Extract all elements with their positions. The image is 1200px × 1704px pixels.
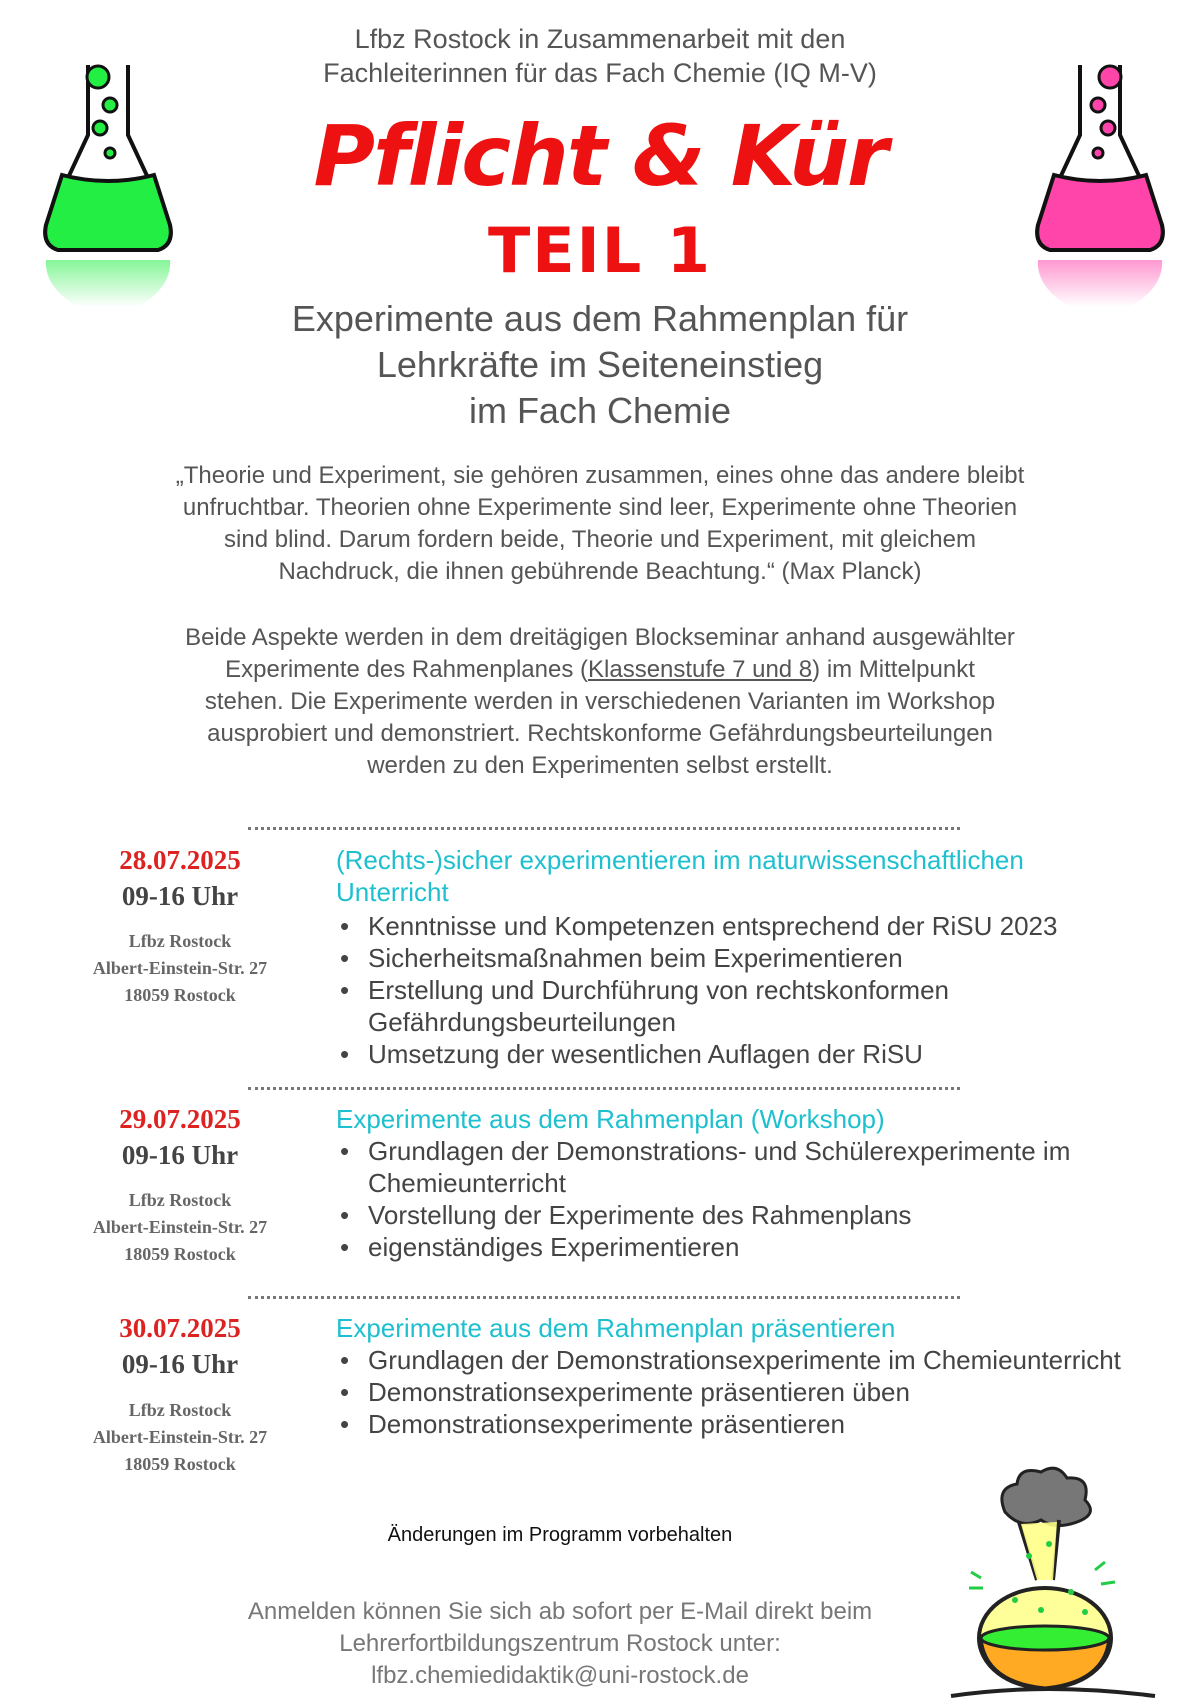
list-item: • Kenntnisse und Kompetenzen entsprechend der RiSU 2023 — [336, 910, 1196, 942]
intro-line-2 — [90, 654, 1110, 686]
intro-line-2-post: ) im Mittelpunkt — [812, 656, 975, 683]
headline-line-1: Experimente aus dem Rahmenplan für — [291, 298, 909, 339]
session-location — [60, 1187, 300, 1268]
session-date: 30.07.2025 — [119, 1313, 241, 1343]
list-item: • Grundlagen der Demonstrations- und Schülerexperimente im Chemieunterricht — [336, 1135, 1128, 1199]
organizer-line-1: Lfbz Rostock in Zusammenarbeit mit den — [354, 24, 846, 54]
session-topics — [336, 1135, 1196, 1263]
session-topics — [336, 1344, 1196, 1440]
session-date: 29.07.2025 — [119, 1104, 241, 1134]
session-date: 28.07.2025 — [119, 845, 241, 875]
grade-level-text: Klassenstufe 7 und 8 — [588, 656, 813, 683]
separator — [248, 1296, 960, 1299]
registration-email: lfbz.chemiedidaktik@uni-rostock.de — [371, 1662, 749, 1689]
session-time: 09-16 Uhr — [121, 1349, 239, 1379]
program-change-note: Änderungen im Programm vorbehalten — [387, 1524, 733, 1546]
intro-line-5: werden zu den Experimenten selbst erstellt. — [367, 752, 833, 779]
intro-line-4: ausprobiert und demonstriert. Rechtskonforme Gefährdungsbeurteilungen — [207, 720, 993, 747]
list-item: • Erstellung und Durchführung von rechtskonformen Gefährdungsbeurteilungen — [336, 974, 1048, 1038]
session-title — [336, 1312, 1176, 1344]
city: 18059 Rostock — [124, 1244, 236, 1264]
session-title — [336, 1103, 1176, 1135]
list-item: • Demonstrationsexperimente präsentieren üben — [336, 1376, 1196, 1408]
session-title-line-2: Unterricht — [336, 877, 449, 907]
list-item: • Umsetzung der wesentlichen Auflagen der RiSU — [336, 1038, 1196, 1070]
quote-line-4: Nachdruck, die ihnen gebührende Beachtung.“ (Max Planck) — [278, 558, 922, 585]
list-item: • Grundlagen der Demonstrationsexperimente im Chemieunterricht — [336, 1344, 1196, 1376]
separator — [248, 1087, 960, 1090]
separator — [248, 827, 960, 830]
registration-line-2: Lehrerfortbildungszentrum Rostock unter: — [339, 1630, 781, 1657]
city: 18059 Rostock — [124, 1454, 236, 1474]
intro-line-3: stehen. Die Experimente werden in verschiedenen Varianten im Workshop — [204, 688, 996, 715]
city: 18059 Rostock — [124, 985, 236, 1005]
quote-line-2: unfruchtbar. Theorien ohne Experimente sind leer, Experimente ohne Theorien — [182, 494, 1018, 521]
session-title-line-1: (Rechts-)sicher experimentieren im naturwissenschaftlichen — [336, 845, 1024, 875]
quote-line-1: „Theorie und Experiment, sie gehören zusammen, eines ohne das andere bleibt — [175, 462, 1025, 489]
registration-info — [150, 1596, 970, 1692]
venue: Lfbz Rostock — [128, 1400, 232, 1420]
session-title-line-1: Experimente aus dem Rahmenplan präsentieren — [336, 1313, 896, 1343]
session-title — [336, 844, 1176, 908]
session-location — [60, 1397, 300, 1478]
session-time: 09-16 Uhr — [121, 881, 239, 911]
venue: Lfbz Rostock — [128, 931, 232, 951]
session-title-line-1: Experimente aus dem Rahmenplan (Workshop) — [336, 1104, 885, 1134]
intro-paragraph — [90, 622, 1110, 782]
street: Albert-Einstein-Str. 27 — [92, 1217, 268, 1237]
intro-line-2-pre: Experimente des Rahmenplanes ( — [225, 656, 588, 683]
street: Albert-Einstein-Str. 27 — [92, 1427, 268, 1447]
headline — [200, 296, 1000, 434]
list-item: • Vorstellung der Experimente des Rahmenplans — [336, 1199, 1196, 1231]
list-item: • Demonstrationsexperimente präsentieren — [336, 1408, 1196, 1440]
street: Albert-Einstein-Str. 27 — [92, 958, 268, 978]
page-title: Pflicht & Kür — [313, 107, 887, 205]
quote-line-3: sind blind. Darum fordern beide, Theorie und Experiment, mit gleichem — [224, 526, 976, 553]
headline-line-3: im Fach Chemie — [468, 390, 732, 431]
organizer-text — [200, 22, 1000, 90]
green-flask-icon — [38, 55, 178, 325]
organizer-line-2: Fachleiterinnen für das Fach Chemie (IQ M-V) — [323, 58, 877, 88]
venue: Lfbz Rostock — [128, 1190, 232, 1210]
planck-quote — [90, 460, 1110, 588]
smoking-flask-icon — [945, 1460, 1165, 1700]
registration-line-1: Anmelden können Sie sich ab sofort per E-Mail direkt beim — [247, 1598, 873, 1625]
pink-flask-icon — [1030, 55, 1170, 325]
intro-line-1: Beide Aspekte werden in dem dreitägigen Blockseminar anhand ausgewählter — [185, 624, 1015, 651]
headline-line-2: Lehrkräfte im Seiteneinstieg — [376, 344, 824, 385]
session-time: 09-16 Uhr — [121, 1140, 239, 1170]
list-item: • Sicherheitsmaßnahmen beim Experimentieren — [336, 942, 1196, 974]
list-item: • eigenständiges Experimentieren — [336, 1231, 1196, 1263]
session-location — [60, 928, 300, 1009]
session-topics — [336, 910, 1196, 1070]
page-subtitle: TEIL 1 — [488, 214, 712, 287]
